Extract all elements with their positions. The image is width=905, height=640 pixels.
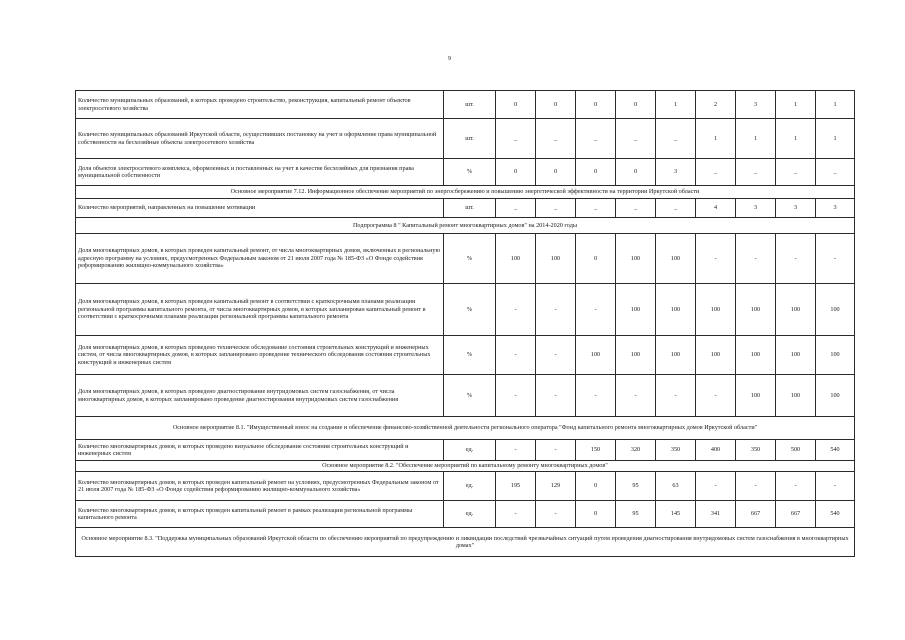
section-title: Основное мероприятие 8.3. "Поддержка муниципальных образований Иркутской области по обеспечению мероприятий по предупреждению и ликвидации последствий чрезвычайных ситуаций путем проведения диагностирования внутридомовых систем газоснабжения в многоквартирных домах"	[76, 528, 855, 557]
table-row	[76, 440, 855, 461]
value-cell: _	[496, 199, 536, 218]
table-row	[76, 375, 855, 417]
value-cell: 100	[496, 234, 536, 284]
indicator-name: Доля многоквартирных домов, в которых проведено техническое обследование состояния строительных конструкций и инженерных систем, от числа многоквартирных домов, в которых запланировано проведение технического обследования состояния строительных конструкций и инженерных систем	[76, 336, 444, 375]
unit-cell: ед.	[444, 440, 496, 461]
value-cell: 400	[696, 440, 736, 461]
unit-cell: %	[444, 284, 496, 336]
value-cell: 4	[696, 199, 736, 218]
value-cell: -	[496, 375, 536, 417]
value-cell: -	[776, 234, 816, 284]
section-title: Основное мероприятие 8.2. "Обеспечение мероприятий по капитальному ремонту многоквартирных домов"	[76, 461, 855, 472]
value-cell: -	[536, 284, 576, 336]
value-cell: 0	[616, 91, 656, 119]
page-number: 9	[448, 56, 451, 62]
value-cell: -	[496, 336, 536, 375]
table-row	[76, 284, 855, 336]
value-cell: 0	[576, 501, 616, 528]
table-row	[76, 159, 855, 186]
value-cell: _	[816, 159, 855, 186]
value-cell: 1	[736, 119, 776, 159]
value-cell: 2	[696, 91, 736, 119]
value-cell: 63	[656, 472, 696, 501]
value-cell: 100	[816, 284, 855, 336]
value-cell: 100	[616, 336, 656, 375]
value-cell: _	[576, 119, 616, 159]
value-cell: 320	[616, 440, 656, 461]
unit-cell: ед.	[444, 472, 496, 501]
indicator-name: Количество многоквартирных домов, в которых проведен капитальный ремонт в рамках реализации региональной программы капитального ремонта	[76, 501, 444, 528]
value-cell: _	[776, 159, 816, 186]
value-cell: 100	[736, 375, 776, 417]
value-cell: 129	[536, 472, 576, 501]
table-row	[76, 501, 855, 528]
table-row	[76, 119, 855, 159]
value-cell: 667	[776, 501, 816, 528]
value-cell: _	[536, 119, 576, 159]
value-cell: -	[536, 336, 576, 375]
value-cell: 1	[816, 91, 855, 119]
value-cell: -	[496, 501, 536, 528]
indicators-table	[75, 90, 855, 557]
value-cell: -	[536, 440, 576, 461]
value-cell: 0	[496, 91, 536, 119]
unit-cell: ед.	[444, 501, 496, 528]
unit-cell: шт.	[444, 199, 496, 218]
value-cell: 100	[656, 336, 696, 375]
value-cell: 1	[656, 91, 696, 119]
indicator-name: Доля многоквартирных домов, в которых проведено диагностирование внутридомовых систем газоснабжения, от числа многоквартирных домов, в которых запланировано проведение диагностирования внутридомовых систем газоснабжения	[76, 375, 444, 417]
value-cell: 3	[776, 199, 816, 218]
indicator-name: Количество многоквартирных домов, в которых проведен капитальный ремонт на условиях, предусмотренных Федеральным законом от 21 июля 2007 года № 185-ФЗ «О Фонде содействия реформированию жилищно-коммунального хозяйства»	[76, 472, 444, 501]
value-cell: -	[576, 284, 616, 336]
value-cell: -	[696, 234, 736, 284]
value-cell: 3	[816, 199, 855, 218]
indicator-name: Количество муниципальных образований, в которых проведено строительство, реконструкция, капитальный ремонт объектов электросетевого хозяйства	[76, 91, 444, 119]
value-cell: 1	[696, 119, 736, 159]
indicator-name: Доля многоквартирных домов, в которых проведен капитальный ремонт в соответствии с краткосрочными планами реализации региональной программы капитального ремонта, от числа многоквартирных домов, в которых запланирован капитальный ремонт в соответствии с краткосрочными планами реализации региональной программы капитального ремонта	[76, 284, 444, 336]
value-cell: 341	[696, 501, 736, 528]
value-cell: 0	[536, 159, 576, 186]
value-cell: _	[616, 119, 656, 159]
unit-cell: шт.	[444, 119, 496, 159]
table-row	[76, 472, 855, 501]
value-cell: 150	[576, 440, 616, 461]
value-cell: 540	[816, 501, 855, 528]
value-cell: _	[656, 119, 696, 159]
value-cell: 100	[576, 336, 616, 375]
value-cell: 100	[776, 336, 816, 375]
value-cell: -	[736, 234, 776, 284]
value-cell: 3	[736, 199, 776, 218]
value-cell: 100	[736, 336, 776, 375]
value-cell: 0	[616, 159, 656, 186]
value-cell: 0	[496, 159, 536, 186]
value-cell: _	[576, 199, 616, 218]
value-cell: 100	[816, 375, 855, 417]
value-cell: 350	[656, 440, 696, 461]
indicator-name: Количество многоквартирных домов, в которых проведено визуальное обследование состояния строительных конструкций и инженерных систем	[76, 440, 444, 461]
section-header-row	[76, 186, 855, 199]
value-cell: _	[616, 199, 656, 218]
table-row	[76, 234, 855, 284]
value-cell: 350	[736, 440, 776, 461]
unit-cell: шт.	[444, 91, 496, 119]
table-row	[76, 199, 855, 218]
value-cell: 100	[816, 336, 855, 375]
value-cell: _	[656, 199, 696, 218]
indicator-name: Количество муниципальных образований Иркутской области, осуществивших постановку на учет и оформление права муниципальной собственности на бесхозяйные объекты электросетевого хозяйства	[76, 119, 444, 159]
value-cell: _	[736, 159, 776, 186]
indicator-name: Доля объектов электросетевого комплекса, оформленных и поставленных на учет в качестве бесхозяйных для признания права муниципальной собственности	[76, 159, 444, 186]
unit-cell: %	[444, 159, 496, 186]
value-cell: 95	[616, 501, 656, 528]
indicator-name: Количество мероприятий, направленных на повышение мотивации	[76, 199, 444, 218]
value-cell: _	[496, 119, 536, 159]
section-header-row	[76, 218, 855, 234]
table-row	[76, 336, 855, 375]
value-cell: 1	[776, 119, 816, 159]
value-cell: 0	[536, 91, 576, 119]
unit-cell: %	[444, 234, 496, 284]
value-cell: -	[816, 234, 855, 284]
value-cell: -	[656, 375, 696, 417]
value-cell: 0	[576, 91, 616, 119]
value-cell: 100	[696, 336, 736, 375]
value-cell: 100	[656, 284, 696, 336]
value-cell: 0	[576, 472, 616, 501]
section-title: Основное мероприятие 8.1. "Имущественный взнос на создание и обеспечение финансово-хозяйственной деятельности регионального оператора "Фонд капитального ремонта многоквартирных домов Иркутской области"	[76, 417, 855, 440]
value-cell: -	[776, 472, 816, 501]
value-cell: -	[736, 472, 776, 501]
section-header-row	[76, 417, 855, 440]
value-cell: 540	[816, 440, 855, 461]
value-cell: -	[696, 375, 736, 417]
value-cell: 100	[656, 234, 696, 284]
value-cell: 3	[656, 159, 696, 186]
value-cell: 100	[776, 284, 816, 336]
table-body	[76, 91, 855, 557]
value-cell: -	[696, 472, 736, 501]
value-cell: _	[536, 199, 576, 218]
value-cell: 195	[496, 472, 536, 501]
section-title: Основное мероприятие 7.12. Информационное обеспечение мероприятий по энергосбережению и повышению энергетической эффективности на территории Иркутской области	[76, 186, 855, 199]
section-title: Подпрограмма 8 " Капитальный ремонт многоквартирных домов" на 2014-2020 годы	[76, 218, 855, 234]
value-cell: 100	[696, 284, 736, 336]
value-cell: 100	[616, 284, 656, 336]
section-header-row	[76, 461, 855, 472]
value-cell: -	[496, 440, 536, 461]
value-cell: 145	[656, 501, 696, 528]
value-cell: 0	[576, 159, 616, 186]
value-cell: 500	[776, 440, 816, 461]
value-cell: 100	[536, 234, 576, 284]
value-cell: 100	[776, 375, 816, 417]
value-cell: -	[576, 375, 616, 417]
value-cell: 667	[736, 501, 776, 528]
value-cell: 1	[776, 91, 816, 119]
value-cell: 0	[576, 234, 616, 284]
section-header-row	[76, 528, 855, 557]
table-row	[76, 91, 855, 119]
value-cell: -	[616, 375, 656, 417]
unit-cell: %	[444, 336, 496, 375]
value-cell: 95	[616, 472, 656, 501]
value-cell: 100	[736, 284, 776, 336]
value-cell: -	[816, 472, 855, 501]
indicator-name: Доля многоквартирных домов, в которых проведен капитальный ремонт, от числа многоквартирных домов, включенных в региональную адресную программу на условиях, предусмотренных Федеральным законом от 21 июля 2007 года № 185-ФЗ «О Фонде содействия реформированию жилищно-коммунального хозяйства»	[76, 234, 444, 284]
value-cell: 100	[616, 234, 656, 284]
value-cell: 1	[816, 119, 855, 159]
value-cell: -	[536, 501, 576, 528]
value-cell: -	[496, 284, 536, 336]
value-cell: 3	[736, 91, 776, 119]
value-cell: _	[696, 159, 736, 186]
value-cell: -	[536, 375, 576, 417]
unit-cell: %	[444, 375, 496, 417]
